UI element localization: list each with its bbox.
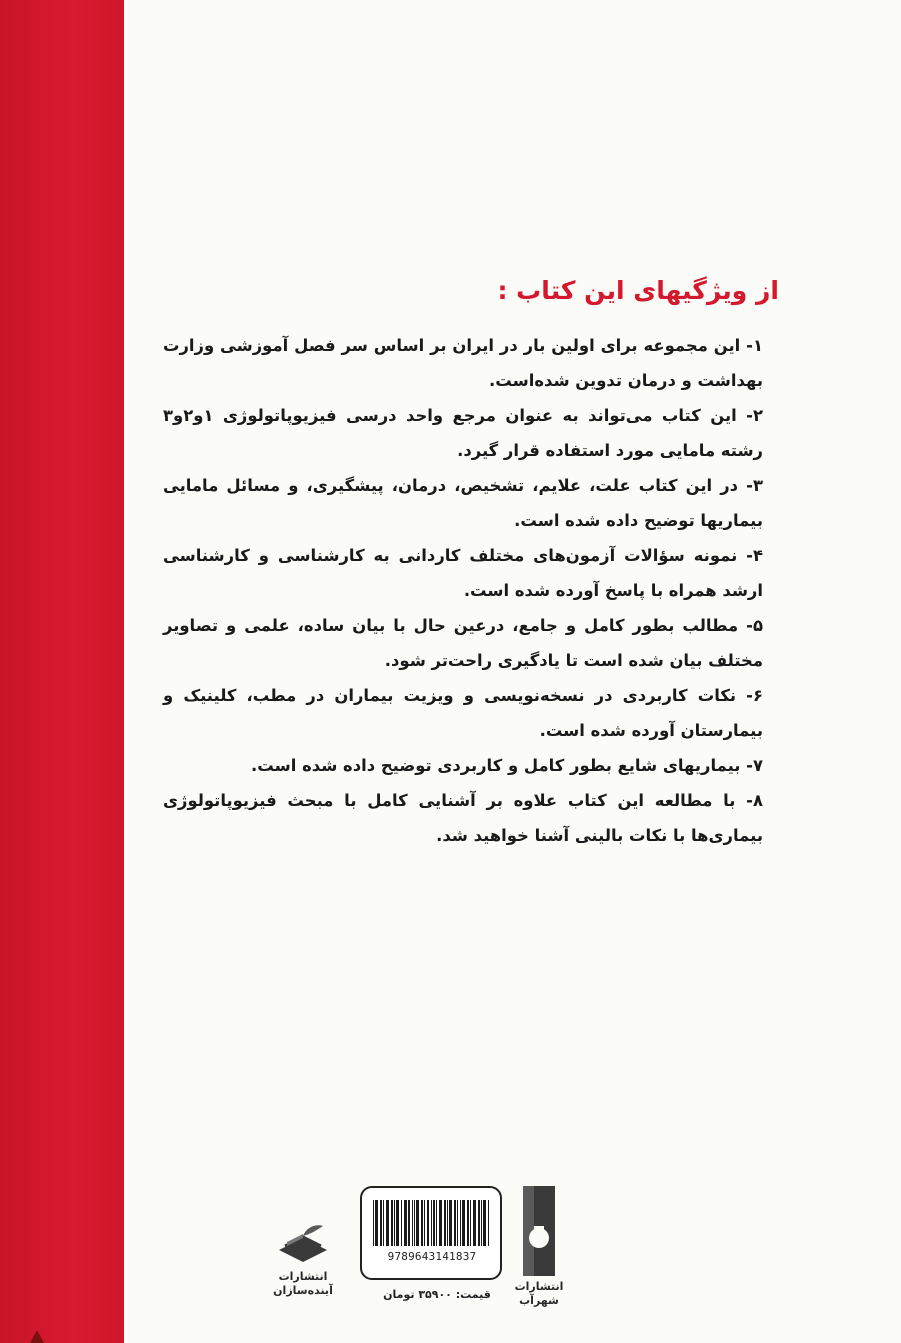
barcode-box [360, 1186, 502, 1280]
feature-item-8: ۸- با مطالعه این کتاب علاوه بر آشنایی کامل با مبحث فیزیوپاتولوژی بیماری‌ها با نکات بالینی آشنا خواهید شد. [163, 791, 763, 845]
barcode-bar [416, 1200, 419, 1246]
barcode-bar [375, 1200, 378, 1246]
barcode-bar [488, 1200, 489, 1246]
barcode-bar [470, 1200, 471, 1246]
barcode-bar [447, 1200, 448, 1246]
features-list [163, 328, 763, 853]
publisher-label-ayandesazan: انتشارات آینده‌سازان [273, 1270, 333, 1297]
barcode-bar [404, 1200, 407, 1246]
barcode-bar [412, 1200, 413, 1246]
barcode-bar [401, 1200, 402, 1246]
price-label: قیمت: ۳۵۹۰۰ تومان [383, 1288, 491, 1301]
barcode-bar [460, 1200, 461, 1246]
barcode-bar [457, 1200, 458, 1246]
barcode-bar [478, 1200, 480, 1246]
red-spine-band [0, 0, 124, 1343]
barcode-bar [467, 1200, 469, 1246]
corner-mark-icon [30, 1330, 44, 1343]
barcode-bar [483, 1200, 486, 1246]
barcode-bar [433, 1200, 435, 1246]
barcode-bar [396, 1200, 399, 1246]
barcode-bar [383, 1200, 384, 1246]
barcode-bar [394, 1200, 395, 1246]
barcode-bar [427, 1200, 429, 1246]
barcode-bar [444, 1200, 446, 1246]
barcode-bar [449, 1200, 452, 1246]
barcode-bar [462, 1200, 465, 1246]
barcode-bar [408, 1200, 410, 1246]
barcode-icon [371, 1200, 493, 1248]
ayandesazan-book-logo-icon [273, 1220, 333, 1266]
barcode-bar [373, 1200, 374, 1246]
barcode-bar [436, 1200, 437, 1246]
barcode-bar [481, 1200, 482, 1246]
barcode-bar [421, 1200, 423, 1246]
feature-item-1: ۱- این مجموعه برای اولین بار در ایران بر اساس سر فصل آموزشی وزارت بهداشت و درمان تدوین شده‌است. [163, 336, 763, 390]
isbn-number: 9789643141837 [387, 1250, 477, 1263]
barcode-bar [439, 1200, 442, 1246]
feature-item-6: ۶- نکات کاربردی در نسخه‌نویسی و ویزیت بیماران در مطب، کلینیک و بیمارستان آورده شده است. [163, 686, 763, 740]
feature-item-2: ۲- این کتاب می‌تواند به عنوان مرجع واحد درسی فیزیوپاتولوژی ۱و۲و۳ رشته مامایی مورد استفاده قرار گیرد. [163, 406, 763, 460]
feature-item-7: ۷- بیماریهای شایع بطور کامل و کاربردی توضیح داده شده است. [251, 756, 763, 775]
publisher-label-shahrab: انتشارات شهرآب [514, 1280, 564, 1307]
publisher-logo-ayandesazan [268, 1220, 338, 1298]
barcode-bar [431, 1200, 432, 1246]
features-heading: از ویژگیهای این کتاب : [497, 276, 779, 305]
barcode-bar [386, 1200, 389, 1246]
barcode-bar [454, 1200, 456, 1246]
barcode-bar [391, 1200, 393, 1246]
feature-item-4: ۴- نمونه سؤالات آزمون‌های مختلف کاردانی به کارشناسی و کارشناسی ارشد همراه با پاسخ آورده شده است. [163, 546, 763, 600]
barcode-bar [380, 1200, 382, 1246]
barcode-bar [414, 1200, 415, 1246]
feature-item-5: ۵- مطالب بطور کامل و جامع، درعین حال با بیان ساده، علمی و تصاویر مختلف بیان شده است تا یادگیری راحت‌تر شود. [163, 616, 763, 670]
feature-item-3: ۳- در این کتاب علت، علایم، تشخیص، درمان، پیشگیری، و مسائل مامایی بیماریها توضیح داده شده است. [163, 476, 763, 530]
shahrab-logo-icon [513, 1186, 565, 1276]
barcode-bar [473, 1200, 476, 1246]
publisher-logo-shahrab [508, 1186, 570, 1308]
barcode-bar [424, 1200, 425, 1246]
